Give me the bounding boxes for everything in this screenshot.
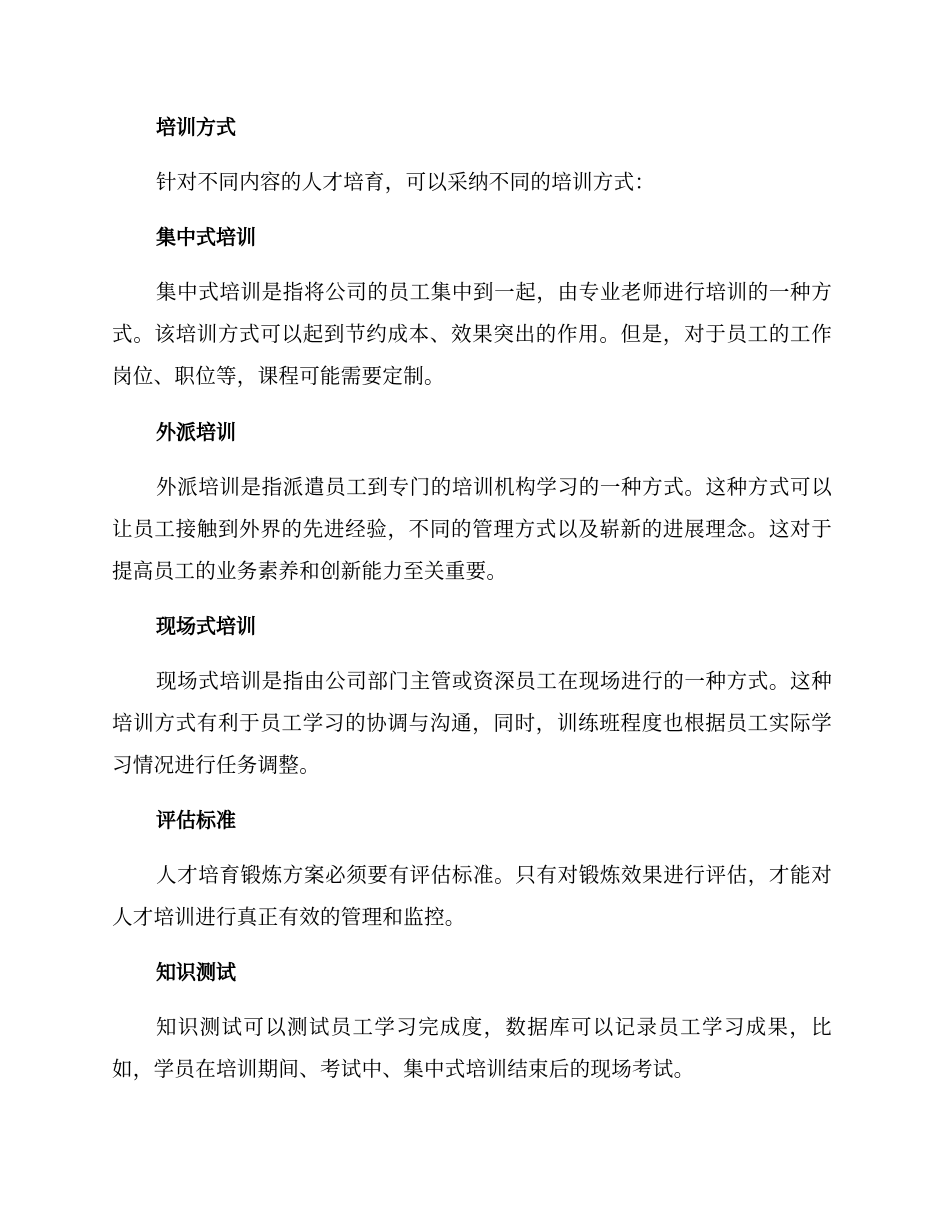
section-heading-training-methods: 培训方式 <box>156 115 236 139</box>
section-heading-evaluation-criteria: 评估标准 <box>156 808 236 832</box>
section-paragraph-evaluation-criteria: 人才培育锻炼方案必须要有评估标准。只有对锻炼效果进行评估，才能对人才培训进行真正有效的管理和监控。 <box>112 863 832 929</box>
section-paragraph-external-training: 外派培训是指派遣员工到专门的培训机构学习的一种方式。这种方式可以让员工接触到外界的先进经验，不同的管理方式以及崭新的进展理念。这对于提高员工的业务素养和创新能力至关重要。 <box>112 475 832 583</box>
section-heading-onsite-training: 现场式培训 <box>156 614 256 638</box>
section-paragraph-onsite-training: 现场式培训是指由公司部门主管或资深员工在现场进行的一种方式。这种培训方式有利于员工学习的协调与沟通，同时，训练班程度也根据员工实际学习情况进行任务调整。 <box>112 669 832 777</box>
section-heading-external-training: 外派培训 <box>156 420 236 444</box>
section-heading-centralized-training: 集中式培训 <box>156 225 256 249</box>
section-paragraph-centralized-training: 集中式培训是指将公司的员工集中到一起，由专业老师进行培训的一种方式。该培训方式可以起到节约成本、效果突出的作用。但是，对于员工的工作岗位、职位等，课程可能需要定制。 <box>112 280 832 388</box>
section-heading-knowledge-test: 知识测试 <box>156 960 236 984</box>
section-paragraph-knowledge-test: 知识测试可以测试员工学习完成度，数据库可以记录员工学习成果，比如，学员在培训期间、考试中、集中式培训结束后的现场考试。 <box>112 1015 832 1081</box>
section-paragraph-training-methods: 针对不同内容的人才培育，可以采纳不同的培训方式： <box>156 170 656 194</box>
